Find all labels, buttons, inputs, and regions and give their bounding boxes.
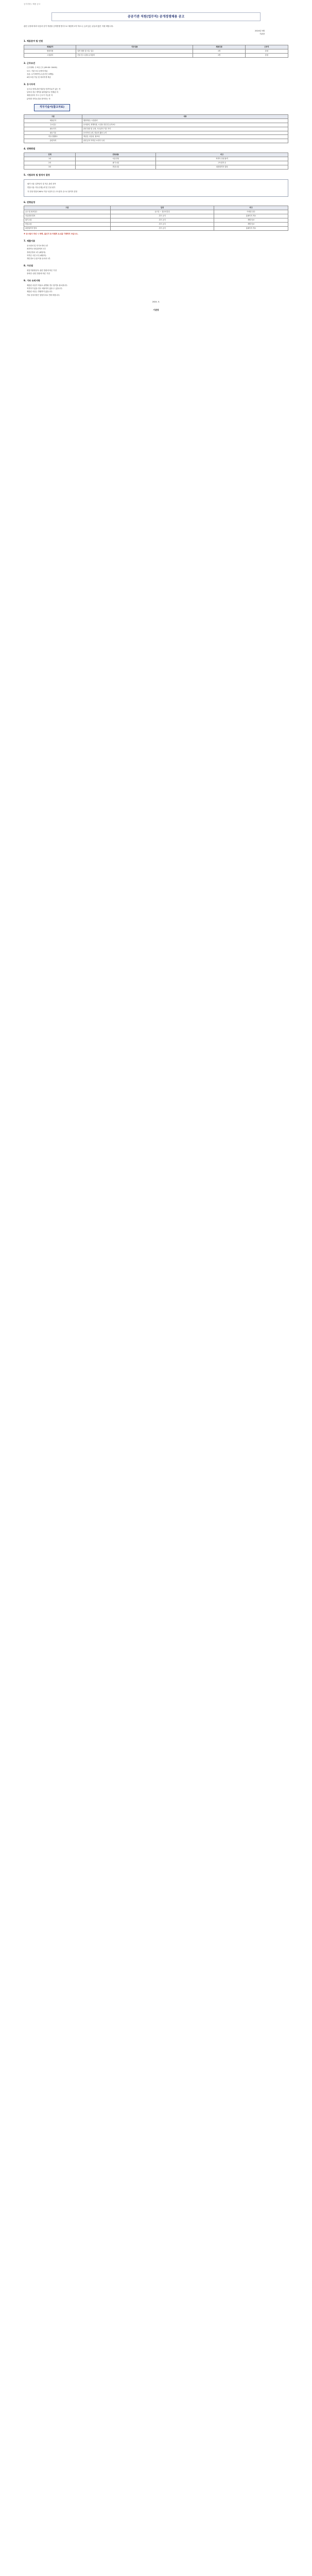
list-item: 장애인: 관련 법령에 따른 가점 <box>27 273 50 275</box>
table-row <box>24 165 288 169</box>
list-item: 응시원서 및 자기소개서 1부 <box>27 244 48 247</box>
table-cell: 개별 통보 <box>214 218 288 223</box>
section-schedule: 6. 전형일정 <box>24 200 36 204</box>
table-row <box>24 214 288 218</box>
documents-list <box>24 245 288 260</box>
process-header: 전형내용 <box>76 152 156 157</box>
table-cell: 1명 <box>193 53 245 57</box>
table-cell: 개별 통보 <box>214 223 288 227</box>
section-exam: 5. 시험과목 및 합격자 결정 <box>24 173 50 176</box>
section-process: 4. 전형방법 <box>24 147 36 150</box>
table-row <box>24 123 288 127</box>
process-header: 비고 <box>156 152 288 157</box>
table-cell: 고득점자 순 <box>156 161 288 165</box>
table-row <box>24 139 288 143</box>
table-cell: 필기시험 <box>76 161 156 165</box>
table-cell: 서류전형 <box>76 157 156 161</box>
table-cell: 필요기술 <box>24 131 82 135</box>
schedule-table <box>24 206 288 231</box>
table-cell: 행정지원 <box>24 49 76 53</box>
list-item: 최종학교 졸업증명서 1부 <box>27 248 46 250</box>
table-row <box>24 127 288 131</box>
table-cell: 추후 공지 <box>110 227 214 231</box>
table-row <box>24 131 288 135</box>
notes-list <box>24 284 288 297</box>
table-cell: 1차 <box>24 157 76 161</box>
table-row <box>24 157 288 161</box>
table-cell: 관련 법령 및 규정, 사무관리 기본 지식 <box>82 127 288 131</box>
table-cell: 추후 공지 <box>110 214 214 218</box>
list-item: 4대 보험 가입 및 복리후생 제공 <box>27 76 51 79</box>
schedule-header: 구분 <box>24 206 111 210</box>
exam-note: 필기시험: 일반상식 및 직무 관련 과목 <box>27 183 56 185</box>
exam-notes-box <box>24 179 288 197</box>
process-header: 단계 <box>24 152 76 157</box>
table-row <box>24 210 288 214</box>
table-row <box>24 135 288 139</box>
recruit-header: 채용인원 <box>193 45 245 49</box>
sign-org: 기관장 <box>259 32 265 35</box>
table-cell: 면접시험 <box>76 165 156 169</box>
bonus-list <box>24 269 288 276</box>
table-row <box>24 53 288 57</box>
section-documents: 7. 제출서류 <box>24 240 36 243</box>
table-cell: 1명 <box>193 49 245 53</box>
list-item: 근무형태: 주 5일 근무 (09:00~18:00) <box>27 66 57 69</box>
sign-date: 2024년 5월 <box>254 30 265 32</box>
table-row <box>24 161 288 165</box>
table-cell: 관련자격 <box>24 139 82 143</box>
list-item: 취업지원대상자: 관련 법령에 따른 가점 <box>27 269 57 272</box>
table-row <box>24 49 288 53</box>
job-header: 구분 <box>24 114 82 118</box>
table-row <box>24 118 288 123</box>
table-cell: 공고일 ~ 접수마감일 <box>110 210 214 214</box>
recruit-table <box>24 45 288 58</box>
job-table <box>24 114 288 144</box>
list-item: 보수: 기관 보수규정에 따름 <box>27 70 48 72</box>
table-cell: 3차 <box>24 165 76 169</box>
exam-note: 각 전형 만점의 60% 이상 득점자 중 고득점자 순으로 합격자 결정 <box>27 190 77 193</box>
section-notes: 9. 기타 유의사항 <box>24 279 40 282</box>
page-title: 공공기관 직원(업무직) 공개경쟁채용 공고 <box>127 14 185 19</box>
table-cell: 시설관리 <box>24 53 76 57</box>
table-cell: 본원 <box>245 49 288 53</box>
table-cell: 추후 공지 <box>110 223 214 227</box>
table-cell: 면접시험 <box>24 223 111 227</box>
list-item: 남자의 경우 병역을 필하였거나 면제된 자 <box>27 91 59 94</box>
list-item: 개인정보 수집·이용 동의서 1부 <box>27 258 50 260</box>
section-qualifications: 3. 응시자격 <box>24 83 36 86</box>
table-cell: 이메일 접수 <box>214 210 288 214</box>
title-box <box>51 12 261 21</box>
list-item: 자격증 사본 1부 (해당자) <box>27 254 46 257</box>
table-cell: 문서작성 능력, 컴퓨터 활용 능력 <box>82 131 288 135</box>
table-cell: 공고 및 원서접수 <box>24 210 111 214</box>
section-conditions: 2. 근무조건 <box>24 61 36 64</box>
table-cell: 문서관리, 회계지원, 시설물 점검 및 유지보수 <box>82 123 288 127</box>
footer-date: 2024. 5. <box>152 300 160 303</box>
exam-note: 면접시험: 직무수행능력 및 인성 평가 <box>27 187 56 189</box>
section-bonus: 8. 가산점 <box>24 264 33 267</box>
list-item: 제출된 서류가 허위로 판명될 경우 합격을 취소합니다. <box>27 284 68 286</box>
schedule-header: 비고 <box>214 206 288 210</box>
recruit-header: 직무내용 <box>76 45 193 49</box>
table-cell: 행정지원 / 시설관리 <box>82 118 288 123</box>
list-item: 경력증명서 1부 (해당자) <box>27 251 46 253</box>
notice-red: ※ 응시원서 작성 시 학력, 출신지 등 차별적 요소를 기재하지 마십시오. <box>24 233 79 235</box>
table-cell: 본원 <box>245 53 288 57</box>
table-cell: 적격자 전원 합격 <box>156 157 288 161</box>
table-cell: 2차 <box>24 161 76 165</box>
table-cell: 홈페이지 게시 <box>214 227 288 231</box>
schedule-header: 일정 <box>110 206 214 210</box>
job-description-banner: 직무기술서(참고자료) <box>34 104 70 111</box>
table-cell: 책임감, 성실성, 협조성 <box>82 135 288 139</box>
table-cell: 최종합격자 발표 <box>24 227 111 231</box>
table-cell: 일반 행정 및 서무 업무 <box>76 49 193 53</box>
list-item: 기타 문의사항은 담당부서로 연락 바랍니다. <box>27 294 60 296</box>
table-cell: 추후 공지 <box>110 218 214 223</box>
table-row <box>24 227 288 231</box>
footer-org: 기관장 <box>153 309 159 312</box>
table-cell: 관련 분야 자격증 소지자 우대 <box>82 139 288 143</box>
list-item: 적격자가 없을 경우 채용하지 않을 수 있습니다. <box>27 287 63 290</box>
table-cell: 채용분야 <box>24 118 82 123</box>
intro-text: 관련 규정에 따라 다음과 같이 직원을 공개경쟁 방식으로 채용하고자 하오니, 능력 있는 분들의 많은 지원 바랍니다. <box>24 25 114 27</box>
section-recruit: 1. 채용분야 및 인원 <box>24 40 43 43</box>
table-cell: 최종합격자 결정 <box>156 165 288 169</box>
table-row <box>24 218 288 223</box>
list-item: 채용일부터 즉시 근무가 가능한 자 <box>27 94 53 97</box>
qualifications-list <box>24 88 288 100</box>
list-item: 공고일 현재 관련 법령상 결격사유가 없는 자 <box>27 88 61 90</box>
recruit-header: 근무지 <box>245 45 288 49</box>
conditions-list <box>24 66 288 79</box>
table-row <box>24 223 288 227</box>
table-cell: 필요지식 <box>24 127 82 131</box>
table-cell: 직무수행태도 <box>24 135 82 139</box>
recruit-header: 채용분야 <box>24 45 76 49</box>
table-cell: 필기시험 <box>24 218 111 223</box>
list-item: 분야별 자격요건을 충족하는 자 <box>27 97 50 100</box>
breadcrumb: 공지사항 / 채용 공고 <box>24 3 41 5</box>
table-cell: 주요업무 <box>24 123 82 127</box>
table-cell: 건물 및 시설물 유지관리 <box>76 53 193 57</box>
list-item: 제출된 서류는 반환하지 않습니다. <box>27 291 53 293</box>
table-cell: 서류전형 발표 <box>24 214 111 218</box>
list-item: 신분: 무기계약직 (수습기간 3개월) <box>27 73 54 75</box>
job-header: 내용 <box>82 114 288 118</box>
table-cell: 홈페이지 게시 <box>214 214 288 218</box>
sign-block <box>24 30 265 36</box>
process-table <box>24 152 288 170</box>
